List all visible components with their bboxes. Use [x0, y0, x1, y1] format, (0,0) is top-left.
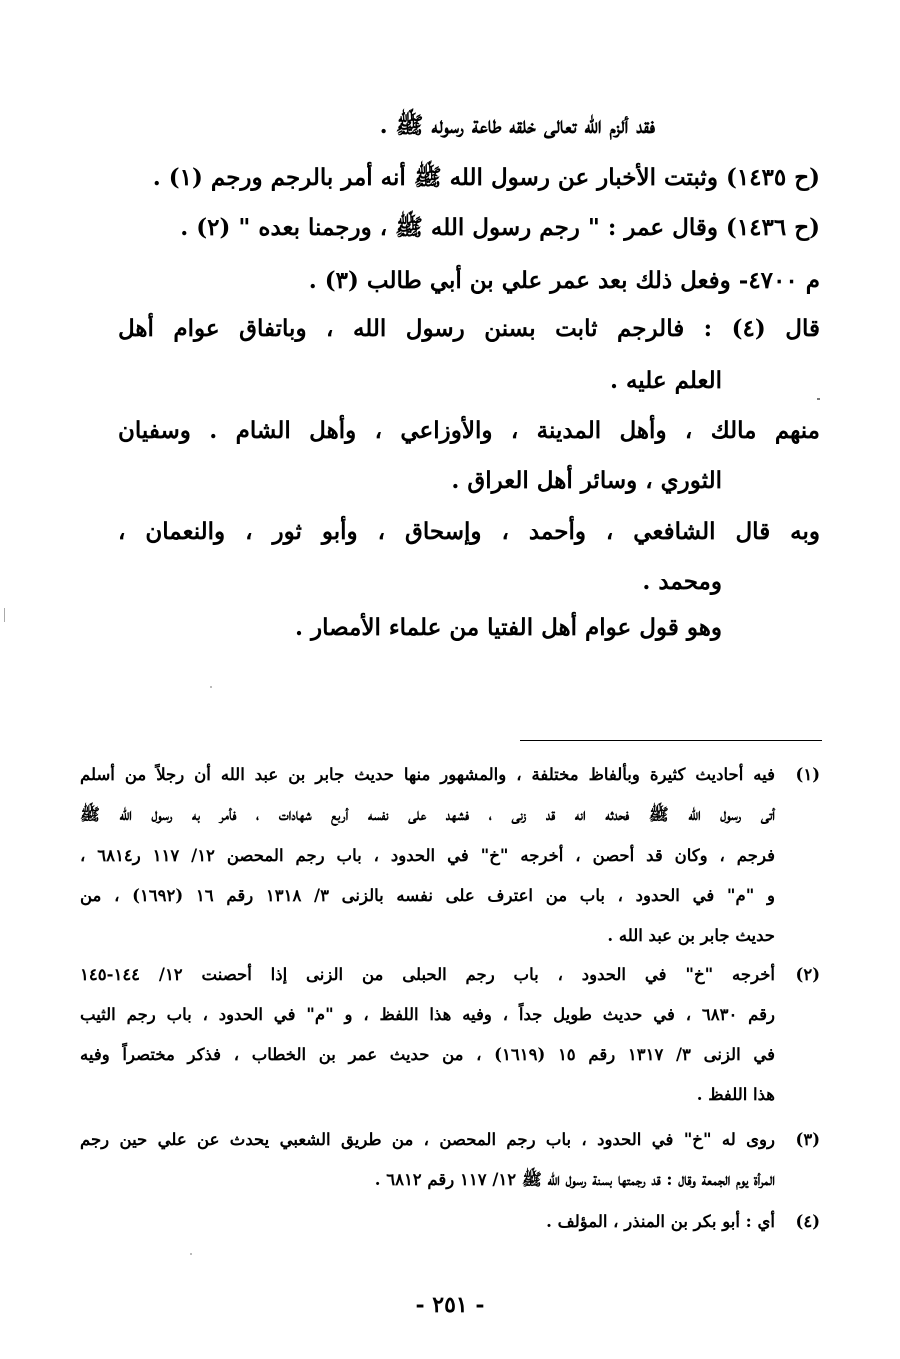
- footnote-line: روى له "خ" في الحدود ، باب رجم المحصن ، من طريق الشعبي يحدث عن علي حين رجم: [80, 1130, 775, 1149]
- scan-speck: [4, 608, 5, 622]
- text-line-hadith-1436: (ح ١٤٣٦) وقال عمر : " رجم رسول الله ﷺ ، ورجمنا بعده " (٢) .: [180, 214, 820, 241]
- footnote-line: أتى رسول الله ﷺ فحدثه انه قد زنى ، فشهد على نفسه أربع شهادات ، فأمر به رسول الله ﷺ: [80, 805, 775, 824]
- footnote-line: المرأة يوم الجمعة وقال : قد رجمتها بسنة رسول الله ﷺ ١٢/ ١١٧ رقم ٦٨١٢ .: [374, 1170, 775, 1189]
- footnote-line: فرجم ، وكان قد أحصن ، أخرجه "خ" في الحدود ، باب رجم المحصن ١٢/ ١١٧ ر٦٨١٤ ،: [80, 846, 775, 865]
- footnote-line: أي : أبو بكر بن المنذر ، المؤلف .: [546, 1212, 775, 1231]
- text-line: الثوري ، وسائر أهل العراق .: [451, 467, 722, 494]
- scan-speck: [210, 686, 212, 688]
- text-line: وبه قال الشافعي ، وأحمد ، وإسحاق ، وأبو ثور ، والنعمان ،: [118, 518, 820, 545]
- footnote-line: فيه أحاديث كثيرة وبألفاظ مختلفة ، والمشهور منها حديث جابر بن عبد الله أن رجلاً من أسلم: [80, 765, 775, 784]
- text-line: فقد ألزم الله تعالى خلقه طاعة رسوله ﷺ .: [379, 112, 655, 139]
- footnote-line: رقم ٦٨٣٠ ، في حديث طويل جداً ، وفيه هذا اللفظ ، و "م" في الحدود ، باب رجم الثيب: [80, 1005, 775, 1024]
- footnote-line: أخرجه "خ" في الحدود ، باب رجم الحبلى من الزنى إذا أحصنت ١٢/ ١٤٤-١٤٥: [80, 965, 775, 984]
- footnote-number: (٤): [795, 1212, 820, 1231]
- footnote-line: هذا اللفظ .: [696, 1085, 775, 1104]
- footnote-line: و "م" في الحدود ، باب من اعترف على نفسه بالزنى ٣/ ١٣١٨ رقم ١٦ (١٦٩٢) ، من: [80, 886, 775, 905]
- text-line: ومحمد .: [642, 568, 722, 595]
- page-number: - ٢٥١ -: [415, 1292, 485, 1318]
- text-line: العلم عليه .: [609, 367, 722, 394]
- scan-speck: [817, 398, 820, 400]
- footnote-number: (٣): [795, 1130, 820, 1149]
- footnote-line: حديث جابر بن عبد الله .: [607, 926, 775, 945]
- footnote-number: (٢): [795, 965, 820, 984]
- footnote-line: في الزنى ٣/ ١٣١٧ رقم ١٥ (١٦١٩) ، من حديث عمر بن الخطاب ، فذكر مختصراً وفيه: [80, 1045, 775, 1064]
- scan-speck: [190, 1253, 192, 1255]
- text-line: منهم مالك ، وأهل المدينة ، والأوزاعي ، وأهل الشام . وسفيان: [118, 417, 820, 444]
- footnote-separator: [520, 740, 822, 741]
- text-line: قال (٤) : فالرجم ثابت بسنن رسول الله ، وباتفاق عوام أهل: [118, 315, 820, 342]
- text-line-masalah-4700: م ٤٧٠٠- وفعل ذلك بعد عمر علي بن أبي طالب (٣) .: [308, 267, 820, 294]
- text-line: وهو قول عوام أهل الفتيا من علماء الأمصار .: [294, 614, 722, 641]
- footnote-number: (١): [795, 765, 820, 784]
- text-line-hadith-1435: (ح ١٤٣٥) وثبتت الأخبار عن رسول الله ﷺ أنه أمر بالرجم ورجم (١) .: [152, 164, 820, 191]
